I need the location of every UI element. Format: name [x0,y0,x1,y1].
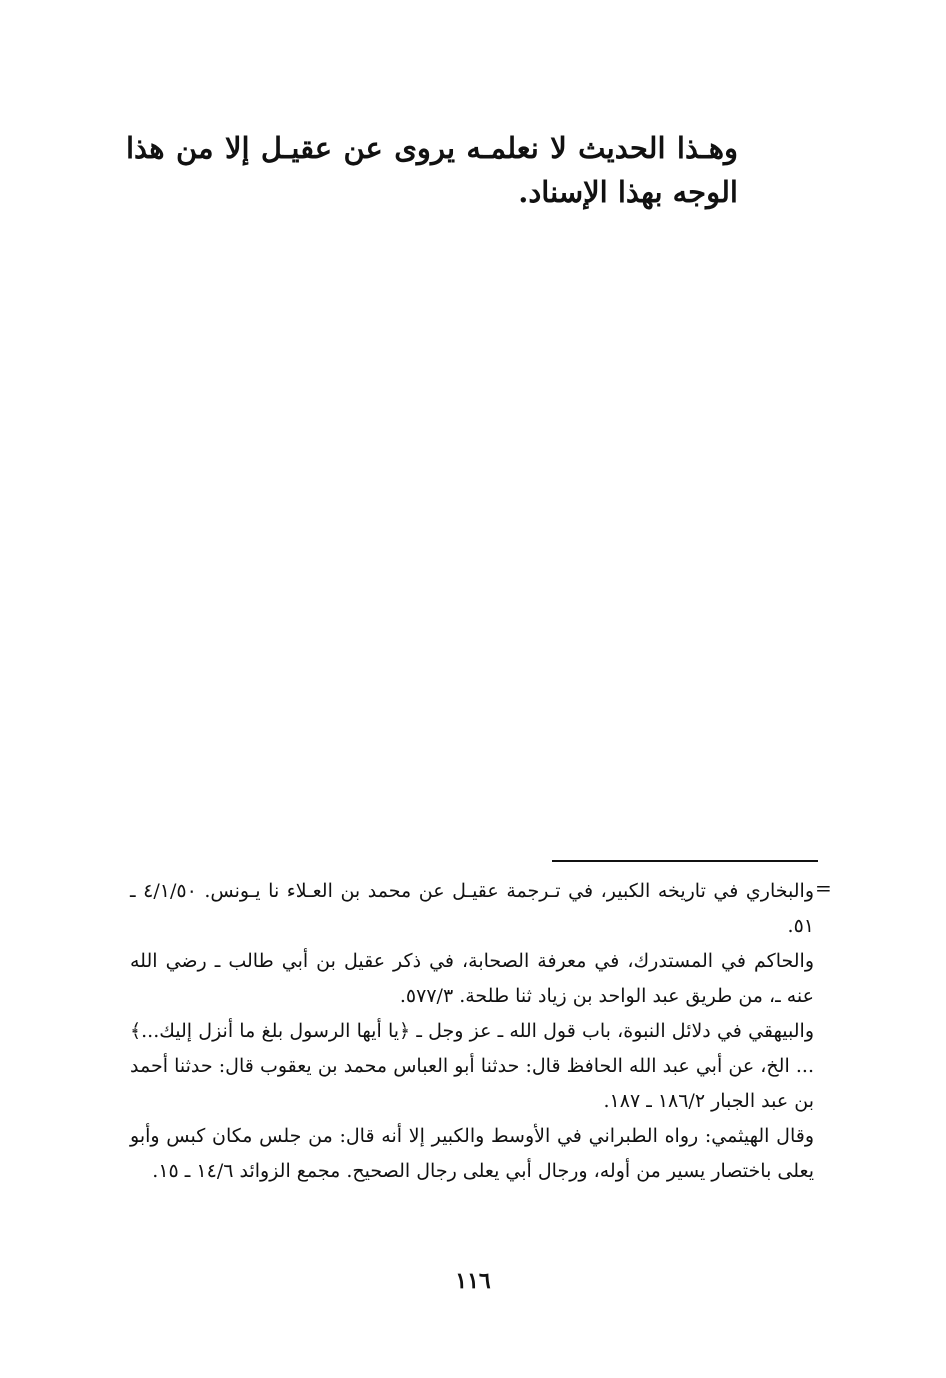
page-number: ١١٦ [455,1268,491,1294]
footnotes [130,874,814,1189]
footnote-paragraph-bukhari: والبخاري في تاريخه الكبير، في تـرجمة عقيـل عن محمد بن العـلاء نا يـونس. ٤/١/٥٠ ـ ٥١. [130,880,815,937]
footnote-paragraph-bayhaqi: والبيهقي في دلائل النبوة، باب قول الله ـ عز وجل ـ ﴿يا أيها الرسول بلغ ما أنزل إليك...﴾ ... الخ، عن أبي عبد الله الحافظ قال: حدثنا أبو العباس محمد بن يعقوب قال: حدثنا أحمد بن عبد الجبار ١٨٦/٢ ـ ١٨٧. [130,1020,814,1112]
main-text [126,126,738,214]
footnote-paragraph-hakim: والحاكم في المستدرك، في معرفة الصحابة، في ذكر عقيل بن أبي طالب ـ رضي الله عنه ـ، من طريق عبد الواحد بن زياد ثنا طلحة. ٥٧٧/٣. [130,950,814,1007]
main-text-line-2: الوجه بهذا الإسناد. [518,175,738,209]
footnote-separator [552,860,818,862]
footnote-continuation-mark: = [815,876,832,900]
footnote-paragraph-haythami: وقال الهيثمي: رواه الطبراني في الأوسط والكبير إلا أنه قال: من جلس مكان كبس وأبو يعلى باختصار يسير من أوله، ورجال أبي يعلى رجال الصحيح. مجمع الزوائد ١٤/٦ ـ ١٥. [130,1125,814,1182]
main-text-line-1: وهـذا الحديث لا نعلمـه يروى عن عقيـل إلا من هذا [126,131,738,165]
